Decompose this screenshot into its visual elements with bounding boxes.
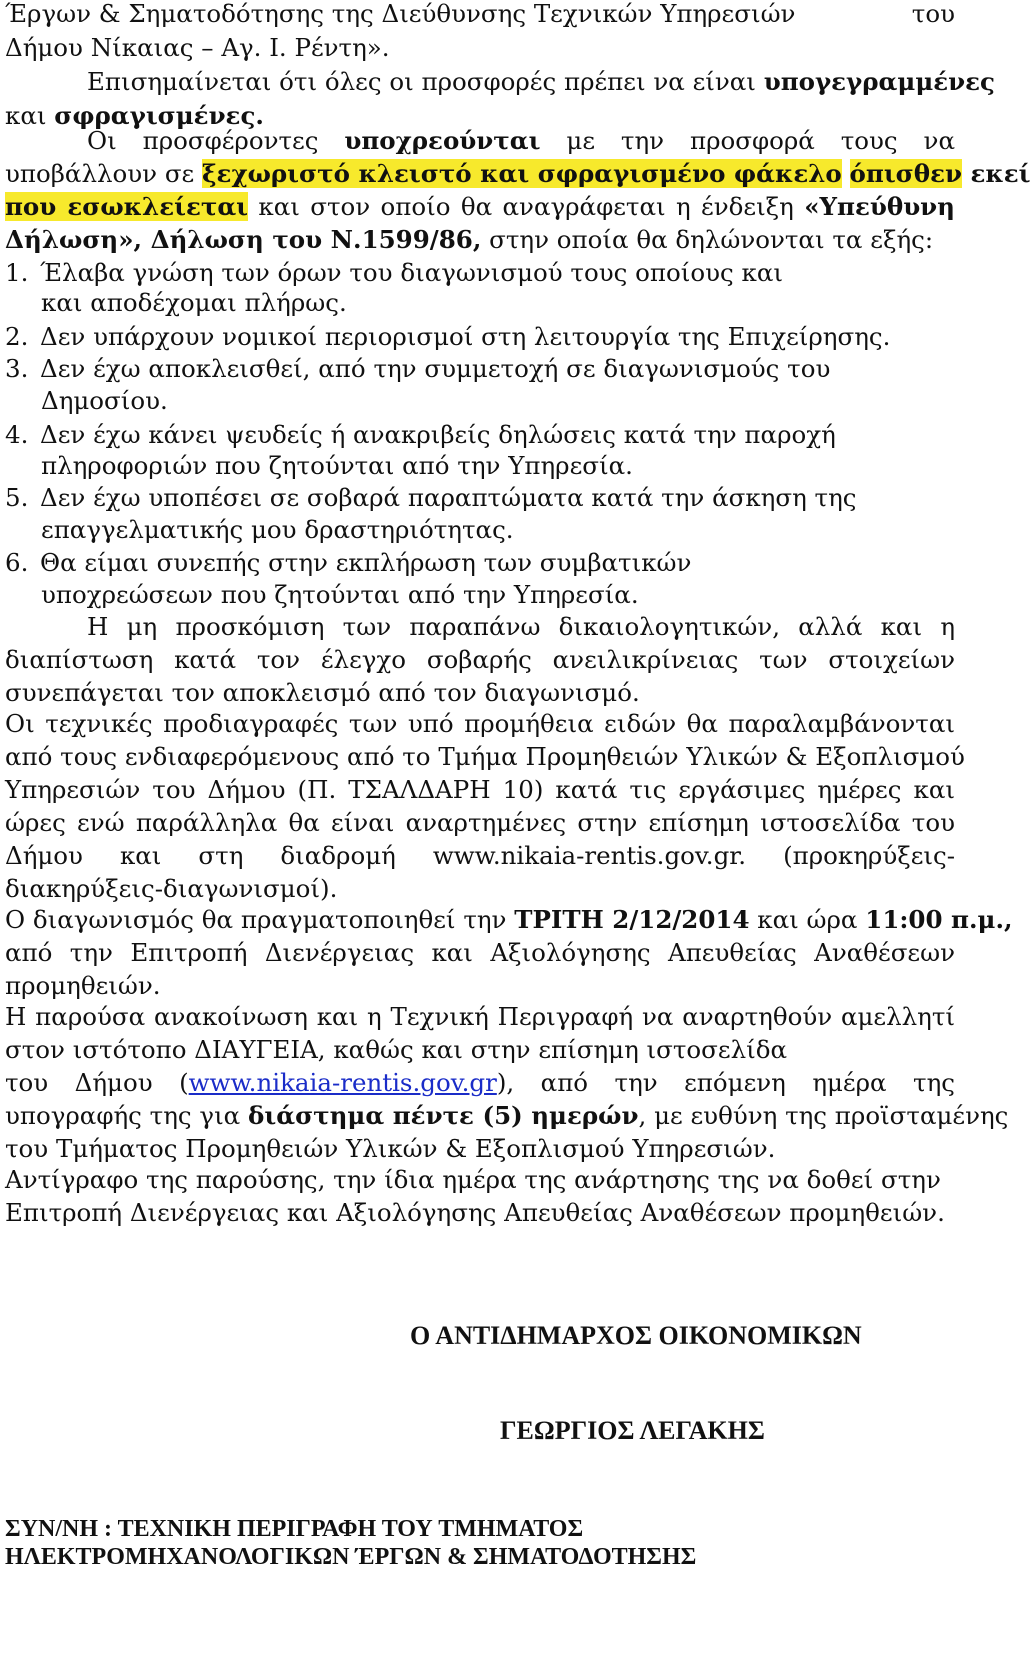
list-number: 1. [5,258,29,287]
contest-text-1: Ο διαγωνισμός θα πραγματοποιηθεί την [5,905,515,934]
list-item-continuation: πληροφοριών που ζητούνται από την Υπηρεσία. [41,451,633,480]
list-item-text: Δεν έχω αποκλεισθεί, από την συμμετοχή σε διαγωνισμούς του [40,354,831,383]
posting-text-4: , με ευθύνη της προϊσταμένης [638,1101,1009,1130]
contest-time: 11:00 π.μ., [865,905,1013,934]
obligation-text-5: στην οποία θα δηλώνονται τα εξής: [481,225,934,254]
exclusion-line-3: συνεπάγεται τον αποκλεισμό από τον διαγωνισμό. [5,678,640,707]
copy-line-1: Αντίγραφο της παρούσης, την ίδια ημέρα της ανάρτησης της να δοθεί στην [5,1165,941,1194]
signatory-title: Ο ΑΝΤΙΔΗΜΑΡΧΟΣ ΟΙΚΟΝΟΜΙΚΩΝ [410,1321,862,1350]
obligation-line-3 [5,190,955,224]
list-number: 5. [5,483,29,512]
posting-line-4 [5,1099,1009,1133]
list-item-text: Θα είμαι συνεπής στην εκπλήρωση των συμβατικών [40,548,692,577]
signature-notice-text: Επισημαίνεται ότι όλες οι προσφορές πρέπει να είναι [87,67,764,96]
list-item [5,418,955,452]
contest-date: ΤΡΙΤΗ 2/12/2014 [514,905,750,934]
posting-text-3: υπογραφής της για [5,1101,249,1130]
footer-attachment-line-1: ΣΥΝ/ΝΗ : ΤΕΧΝΙΚΗ ΠΕΡΙΓΡΑΦΗ ΤΟΥ ΤΜΗΜΑΤΟΣ [5,1516,584,1542]
highlight-enclosed: που εσωκλείεται [5,192,249,221]
list-item-text: Δεν έχω υποπέσει σε σοβαρά παραπτώματα κατά την άσκηση της [40,483,857,512]
obligation-bold-there: εκεί [961,159,1031,188]
obligation-bold: υποχρεούνται [344,126,541,155]
intro-line-1-text: Έργων & Σηματοδότησης της Διεύθυνσης Τεχνικών Υπηρεσιών [5,0,796,28]
list-item-text: Δεν υπάρχουν νομικοί περιορισμοί στη λειτουργία της Επιχείρησης. [40,322,891,351]
list-item-continuation: υποχρεώσεων που ζητούνται από την Υπηρεσία. [41,580,639,609]
obligation-space [842,159,850,188]
list-number: 4. [5,420,29,449]
contest-date-line-3: προμηθειών. [5,971,161,1000]
list-item-continuation: επαγγελματικής μου δραστηριότητας. [41,515,514,544]
intro-line-1 [5,0,955,31]
list-number: 3. [5,354,29,383]
obligation-line-1 [5,124,955,158]
declaration-title-start: «Υπεύθυνη [804,192,955,221]
posting-duration: διάστημα πέντε (5) ημερών [248,1101,639,1130]
copy-line-2: Επιτροπή Διενέργειας και Αξιολόγησης Απευθείας Αναθέσεων προμηθειών. [5,1198,945,1227]
contest-date-line-1 [5,903,1013,937]
specs-line-6: διακηρύξεις-διαγωνισμοί). [5,874,338,903]
exclusion-line-2: διαπίστωση κατά τον έλεγχο σοβαρής ανειλικρίνειας των στοιχείων [5,645,955,674]
website-link[interactable]: www.nikaia-rentis.gov.gr [188,1068,497,1097]
posting-line-5: του Τμήματος Προμηθειών Υλικών & Εξοπλισμού Υπηρεσιών. [5,1134,776,1163]
posting-line-3 [5,1066,955,1100]
obligation-text-4: και στον οποίο θα αναγράφεται η ένδειξη [248,192,805,221]
list-number: 2. [5,322,29,351]
obligation-text-3: υποβάλλουν σε [5,159,203,188]
posting-line-1: Η παρούσα ανακοίνωση και η Τεχνική Περιγραφή να αναρτηθούν αμελλητί [5,1002,955,1031]
exclusion-line-1: Η μη προσκόμιση των παραπάνω δικαιολογητικών, αλλά και η [87,612,955,641]
signature-notice-bold-signed: υπογεγραμμένες [763,67,995,96]
list-item-continuation: Δημοσίου. [41,386,168,415]
list-item [5,256,955,290]
intro-line-2: Δήμου Νίκαιας – Αγ. Ι. Ρέντη». [5,33,390,62]
declaration-title-end: Δήλωση», [5,225,151,254]
specs-line-4: ώρες ενώ παράλληλα θα είναι αναρτημένες στην επίσημη ιστοσελίδα του [5,808,955,837]
list-item-text: Έλαβα γνώση των όρων του διαγωνισμού τους οποίους και [40,258,783,287]
declaration-law: Δήλωση του Ν.1599/86, [150,225,482,254]
obligation-text-1: Οι προσφέροντες [87,126,345,155]
posting-text-1: του Δήμου ( [5,1068,189,1097]
footer-attachment-line-2: ΗΛΕΚΤΡΟΜΗΧΑΝΟΛΟΓΙΚΩΝ ΈΡΓΩΝ & ΣΗΜΑΤΟΔΟΤΗΣΗΣ [5,1544,697,1570]
specs-line-2: από τους ενδιαφερόμενους από το Τμήμα Προμηθειών Υλικών & Εξοπλισμού [5,742,965,771]
posting-text-2: ), από την επόμενη ημέρα της [496,1068,955,1097]
signature-notice-line-1 [5,65,995,99]
contest-date-line-2: από την Επιτροπή Διενέργειας και Αξιολόγησης Απευθείας Αναθέσεων [5,938,955,967]
specs-line-5: Δήμου και στη διαδρομή www.nikaia-rentis.gov.gr. (προκηρύξεις- [5,841,955,870]
specs-line-3: Υπηρεσιών του Δήμου (Π. ΤΣΑΛΔΑΡΗ 10) κατά τις εργάσιμες ημέρες και [5,775,955,804]
signature-notice-and: και [5,101,55,130]
list-number: 6. [5,548,29,577]
posting-line-2: στον ιστότοπο ΔΙΑΥΓΕΙΑ, καθώς και στην επίσημη ιστοσελίδα [5,1035,788,1064]
highlight-behind: όπισθεν [849,159,962,188]
signatory-name: ΓΕΩΡΓΙΟΣ ΛΕΓΑΚΗΣ [500,1416,765,1445]
signature-notice-bold-sealed: σφραγισμένες. [54,101,264,130]
list-item [5,352,955,386]
contest-text-2: και ώρα [749,905,866,934]
obligation-line-4 [5,223,955,257]
list-item [5,546,955,580]
list-item-text: Δεν έχω κάνει ψευδείς ή ανακριβείς δηλώσεις κατά την παροχή [40,420,836,449]
highlight-sealed-envelope: ξεχωριστό κλειστό και σφραγισμένο φάκελο [202,159,842,188]
specs-line-1: Οι τεχνικές προδιαγραφές των υπό προμήθεια ειδών θα παραλαμβάνονται [5,709,955,738]
obligation-text-2: με την προσφορά τους να [540,126,955,155]
list-item-continuation: και αποδέχομαι πλήρως. [41,288,347,317]
intro-line-1-end: του [911,0,955,28]
obligation-line-2 [5,157,1031,191]
list-item [5,320,955,354]
list-item [5,481,955,515]
